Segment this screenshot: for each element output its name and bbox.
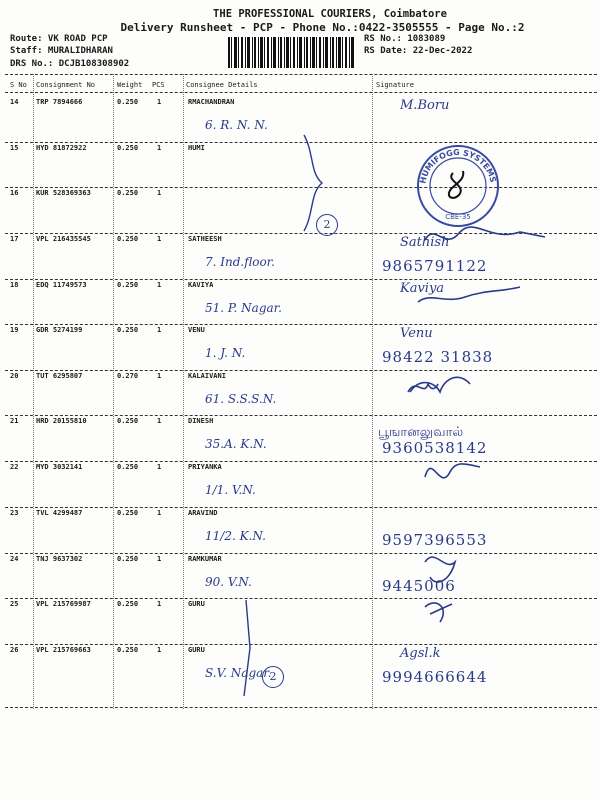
col-consignment: Consignment No xyxy=(36,81,96,89)
row-consignee-name: PRIYANKA xyxy=(188,463,222,471)
col-consignee: Consignee Details xyxy=(186,81,258,89)
row-consignment-no: VPL 215769663 xyxy=(36,646,91,654)
circled-count: 2 xyxy=(262,666,284,688)
row-separator xyxy=(5,707,597,708)
row-phone-handwritten: 9360538142 xyxy=(382,439,488,457)
row-consignee-name: RMACHANDRAN xyxy=(188,98,235,106)
rs-number: RS No.: 1083089 xyxy=(364,34,446,44)
row-consignment-no: VPL 215769987 xyxy=(36,600,91,608)
row-consignee-name: GURU xyxy=(188,600,205,608)
row-phone-handwritten: 98422 31838 xyxy=(382,348,494,366)
row-separator xyxy=(5,415,597,416)
row-separator xyxy=(5,598,597,599)
row-consignment-no: GDR 5274199 xyxy=(36,326,83,334)
row-sno: 22 xyxy=(10,463,19,471)
col-sno: S No xyxy=(10,81,27,89)
row-weight: 0.270 xyxy=(117,372,139,380)
route-label: Route: VK ROAD PCP xyxy=(10,34,108,44)
row-address-handwritten: 1/1. V.N. xyxy=(205,483,256,497)
row-signature-handwritten: Agsl.k xyxy=(400,646,441,661)
row-pcs: 1 xyxy=(157,555,162,563)
row-address-handwritten: 51. P. Nagar. xyxy=(205,301,282,315)
divider xyxy=(113,74,114,709)
bracket-mark xyxy=(236,598,266,698)
row-sno: 25 xyxy=(10,600,19,608)
stamp-city: CBE-35 xyxy=(445,213,471,221)
row-consignment-no: TNJ 9637302 xyxy=(36,555,83,563)
row-pcs: 1 xyxy=(157,646,162,654)
row-pcs: 1 xyxy=(157,463,162,471)
row-consignment-no: HRD 20155810 xyxy=(36,417,87,425)
row-signature-handwritten: Kaviya xyxy=(400,281,445,296)
row-separator xyxy=(5,233,597,234)
row-address-handwritten: 7. Ind.floor. xyxy=(205,255,275,269)
row-separator xyxy=(5,324,597,325)
row-consignment-no: KUR 528369363 xyxy=(36,189,91,197)
row-consignee-name: SATHEESH xyxy=(188,235,222,243)
row-phone-handwritten: 9597396553 xyxy=(382,531,488,549)
row-address-handwritten: 90. V.N. xyxy=(205,575,252,589)
row-address-handwritten: S.V. Nagar. xyxy=(205,666,272,680)
row-pcs: 1 xyxy=(157,509,162,517)
row-phone-handwritten: 9994666644 xyxy=(382,668,488,686)
circled-count: 2 xyxy=(316,214,338,236)
row-pcs: 1 xyxy=(157,600,162,608)
row-pcs: 1 xyxy=(157,98,162,106)
row-weight: 0.250 xyxy=(117,144,139,152)
row-weight: 0.250 xyxy=(117,646,139,654)
row-pcs: 1 xyxy=(157,281,162,289)
row-consignee-name: ARAVIND xyxy=(188,509,218,517)
row-consignment-no: MYD 3032141 xyxy=(36,463,83,471)
row-sno: 20 xyxy=(10,372,19,380)
row-consignee-name: VENU xyxy=(188,326,205,334)
row-pcs: 1 xyxy=(157,417,162,425)
row-consignment-no: TVL 4299487 xyxy=(36,509,83,517)
row-weight: 0.250 xyxy=(117,281,139,289)
row-address-handwritten: 1. J. N. xyxy=(205,346,246,360)
row-phone-handwritten: 9445006 xyxy=(382,577,456,595)
row-address-handwritten: 61. S.S.S.N. xyxy=(205,392,277,406)
row-consignee-name: DINESH xyxy=(188,417,214,425)
row-pcs: 1 xyxy=(157,235,162,243)
col-signature: Signature xyxy=(376,81,414,89)
row-address-handwritten: 6. R. N. N. xyxy=(205,118,268,132)
row-sno: 23 xyxy=(10,509,19,517)
row-consignee-name: GURU xyxy=(188,646,205,654)
row-consignee-name: RAMKUMAR xyxy=(188,555,222,563)
row-pcs: 1 xyxy=(157,189,162,197)
row-consignee-name: KAVIYA xyxy=(188,281,214,289)
row-sno: 26 xyxy=(10,646,19,654)
table-top-rule xyxy=(5,74,597,75)
stamp-name: HUMIFOGG SYSTEMS xyxy=(418,147,498,185)
row-consignment-no: EDQ 11749573 xyxy=(36,281,87,289)
row-signature-handwritten: Sathish xyxy=(400,235,450,250)
row-consignment-no: TRP 7894666 xyxy=(36,98,83,106)
row-separator xyxy=(5,279,597,280)
col-pcs: PCS xyxy=(152,81,165,89)
row-address-handwritten: 11/2. K.N. xyxy=(205,529,266,543)
row-consignment-no: HYD 81872922 xyxy=(36,144,87,152)
row-consignee-name: HUMI xyxy=(188,144,205,152)
row-sno: 19 xyxy=(10,326,19,334)
row-sno: 16 xyxy=(10,189,19,197)
table-header-rule xyxy=(5,92,597,93)
col-weight: Weight xyxy=(117,81,143,89)
row-weight: 0.250 xyxy=(117,555,139,563)
row-consignment-no: VPL 216435545 xyxy=(36,235,91,243)
row-weight: 0.250 xyxy=(117,600,139,608)
row-sno: 21 xyxy=(10,417,19,425)
row-signature-handwritten: M.Boru xyxy=(400,98,450,113)
rs-date: RS Date: 22-Dec-2022 xyxy=(364,46,473,56)
row-consignment-no: TUT 6295807 xyxy=(36,372,83,380)
row-consignee-name: KALAIVANI xyxy=(188,372,226,380)
staff-label: Staff: MURALIDHARAN xyxy=(10,46,113,56)
row-sno: 14 xyxy=(10,98,19,106)
row-phone-handwritten: 9865791122 xyxy=(382,257,488,275)
tamil-signature: பூஙானலுவால் xyxy=(378,425,464,440)
company-stamp xyxy=(415,143,501,229)
row-sno: 15 xyxy=(10,144,19,152)
row-sno: 24 xyxy=(10,555,19,563)
row-weight: 0.250 xyxy=(117,417,139,425)
drs-label: DRS No.: DCJB108308902 xyxy=(10,59,130,69)
divider xyxy=(33,74,34,709)
row-signature-handwritten: Venu xyxy=(400,326,433,341)
row-address-handwritten: 35.A. K.N. xyxy=(205,437,267,451)
row-separator xyxy=(5,553,597,554)
row-sno: 17 xyxy=(10,235,19,243)
barcode xyxy=(228,37,355,68)
divider xyxy=(372,74,373,709)
row-weight: 0.250 xyxy=(117,189,139,197)
row-pcs: 1 xyxy=(157,372,162,380)
row-separator xyxy=(5,370,597,371)
row-separator xyxy=(5,644,597,645)
company-name: THE PROFESSIONAL COURIERS, Coimbatore xyxy=(213,8,447,20)
row-weight: 0.250 xyxy=(117,463,139,471)
divider xyxy=(183,74,184,709)
row-weight: 0.250 xyxy=(117,235,139,243)
row-weight: 0.250 xyxy=(117,98,139,106)
row-pcs: 1 xyxy=(157,144,162,152)
sheet-title: Delivery Runsheet - PCP - Phone No.:0422-3505555 - Page No.:2 xyxy=(120,21,525,34)
row-separator xyxy=(5,507,597,508)
row-weight: 0.250 xyxy=(117,326,139,334)
row-sno: 18 xyxy=(10,281,19,289)
row-separator xyxy=(5,461,597,462)
row-pcs: 1 xyxy=(157,326,162,334)
row-weight: 0.250 xyxy=(117,509,139,517)
